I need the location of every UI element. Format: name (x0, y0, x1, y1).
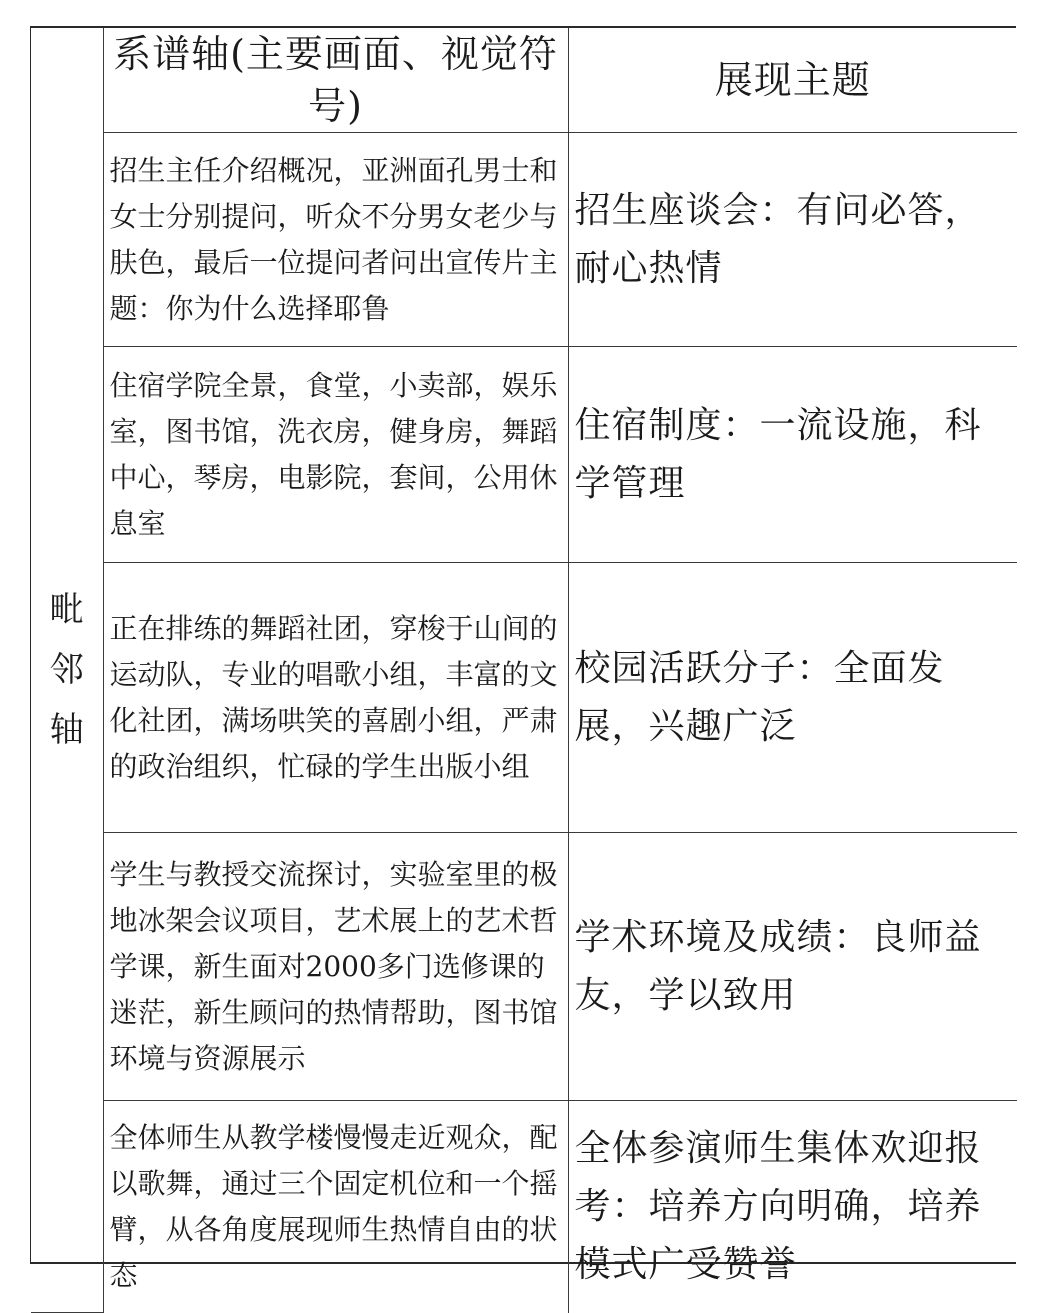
table-row (31, 563, 1017, 833)
header-paradigm-axis: 系谱轴(主要画面、视觉符号) (103, 28, 568, 133)
axis-label-char: 轴 (49, 710, 84, 750)
row-description: 住宿学院全景，食堂，小卖部，娱乐室，图书馆，洗衣房，健身房，舞蹈中心，琴房，电影院，套间，公用休息室 (103, 347, 568, 563)
comparison-table (31, 28, 1017, 1313)
header-theme: 展现主题 (568, 28, 1017, 133)
row-theme: 学术环境及成绩：良师益友，学以致用 (568, 833, 1017, 1101)
row-theme: 招生座谈会：有问必答，耐心热情 (568, 133, 1017, 347)
table-row (31, 347, 1017, 563)
axis-label-char: 邻 (49, 650, 84, 690)
row-description: 招生主任介绍概况，亚洲面孔男士和女士分别提问，听众不分男女老少与肤色，最后一位提问者问出宣传片主题：你为什么选择耶鲁 (103, 133, 568, 347)
table-header-row (31, 28, 1017, 133)
table-row (31, 133, 1017, 347)
table-row (31, 833, 1017, 1101)
row-description: 全体师生从教学楼慢慢走近观众，配以歌舞，通过三个固定机位和一个摇臂，从各角度展现师生热情自由的状态 (103, 1101, 568, 1313)
row-theme: 住宿制度：一流设施，科学管理 (568, 347, 1017, 563)
comparison-table-frame (30, 26, 1016, 1292)
row-theme: 校园活跃分子：全面发展，兴趣广泛 (568, 563, 1017, 833)
axis-label-char: 毗 (49, 590, 84, 630)
adjacency-axis-label (47, 580, 87, 760)
row-description: 学生与教授交流探讨，实验室里的极地冰架会议项目，艺术展上的艺术哲学课，新生面对2000多门选修课的迷茫，新生顾问的热情帮助，图书馆环境与资源展示 (103, 833, 568, 1101)
table-row (31, 1101, 1017, 1313)
adjacency-axis-cell (31, 28, 103, 1313)
row-description: 正在排练的舞蹈社团，穿梭于山间的运动队，专业的唱歌小组，丰富的文化社团，满场哄笑的喜剧小组，严肃的政治组织，忙碌的学生出版小组 (103, 563, 568, 833)
row-theme: 全体参演师生集体欢迎报考：培养方向明确，培养模式广受赞誉 (568, 1101, 1017, 1313)
